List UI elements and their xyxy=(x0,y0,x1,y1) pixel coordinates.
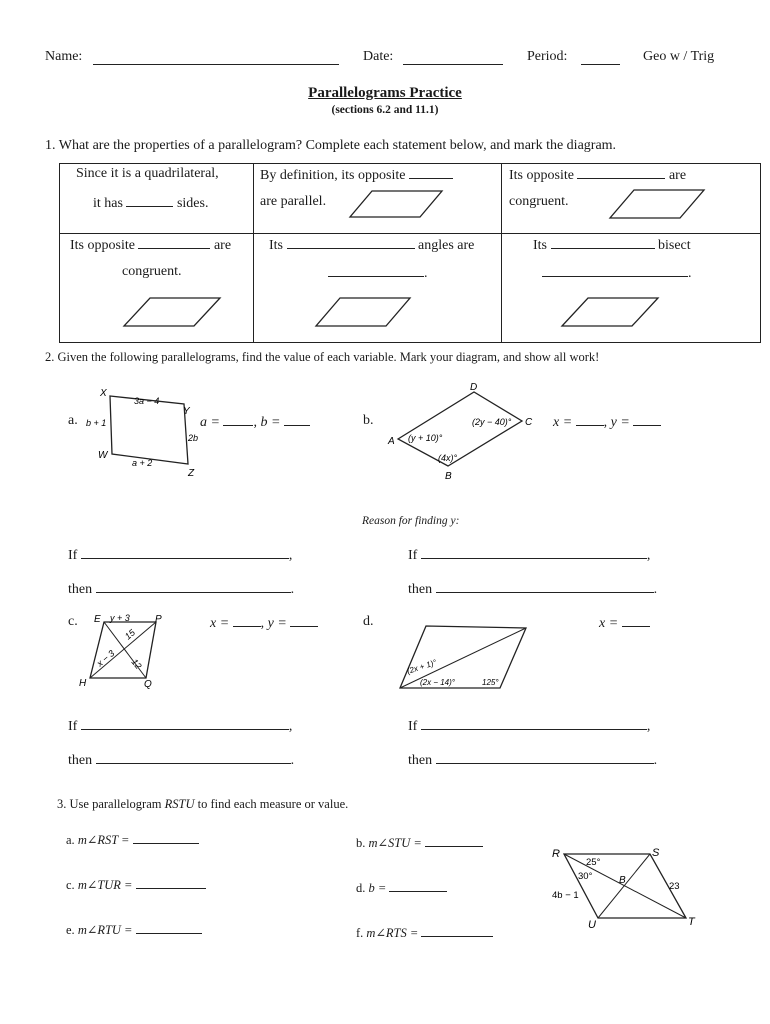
prop4-blank[interactable] xyxy=(138,236,210,249)
fig-c-diag2: x − 3 xyxy=(94,648,117,669)
then-c-period: . xyxy=(290,753,295,768)
if-b-blank[interactable] xyxy=(421,546,647,559)
page-subtitle: (sections 6.2 and 11.1) xyxy=(331,104,439,116)
q3d-expr: b = xyxy=(368,881,387,895)
fig-a-W: W xyxy=(98,450,108,461)
q3-prompt: 3. Use parallelogram xyxy=(57,797,162,811)
q2c-figure[interactable] xyxy=(76,610,168,690)
q2a-figure[interactable] xyxy=(82,382,212,482)
q2c-y-label: y = xyxy=(267,616,287,631)
prop-cell-5 xyxy=(254,234,502,343)
q2d-x-blank[interactable] xyxy=(622,614,650,627)
q2b-y-blank[interactable] xyxy=(633,413,661,426)
q2a-a-blank[interactable] xyxy=(223,413,253,426)
q2-prompt: 2. Given the following parallelograms, find the value of each variable. Mark your diagram, and show all work! xyxy=(45,350,600,364)
fig-d-a2: (2x − 14)° xyxy=(420,678,455,687)
then-b-label: then xyxy=(408,582,433,597)
fig-a-left: b + 1 xyxy=(86,418,107,428)
fig-a-Z: Z xyxy=(188,468,195,479)
fig-q3-U: U xyxy=(588,919,596,931)
fig-q3-angle-25: 25° xyxy=(586,857,601,868)
q3d-blank[interactable] xyxy=(389,879,447,892)
q2b-x-blank[interactable] xyxy=(576,413,604,426)
prop5-text: angles are xyxy=(418,238,475,253)
then-a-blank[interactable] xyxy=(96,580,291,593)
then-a-period: . xyxy=(290,582,295,597)
if-a-blank[interactable] xyxy=(81,546,289,559)
q3c-blank[interactable] xyxy=(136,876,206,889)
prop1-blank[interactable] xyxy=(126,194,173,207)
prop6-period: . xyxy=(688,266,692,281)
if-b-label: If xyxy=(408,548,418,563)
q3a-blank[interactable] xyxy=(133,831,199,844)
prop6-blank1[interactable] xyxy=(551,236,655,249)
fig-b-A: A xyxy=(388,436,395,447)
q3f-label: f. xyxy=(356,926,364,940)
q3a-expr: m∠RST = xyxy=(77,833,130,847)
if-c-label: If xyxy=(68,719,78,734)
fig-c-P: P xyxy=(155,614,162,625)
prop1-it-has: it has xyxy=(93,196,123,211)
q3-figure[interactable] xyxy=(548,840,708,932)
q3e-blank[interactable] xyxy=(136,921,202,934)
prop2-text2: are parallel. xyxy=(260,194,327,209)
q2b-y-label: y = xyxy=(610,415,630,430)
q2a-comma: , xyxy=(253,415,257,430)
if-b-comma: , xyxy=(646,548,651,563)
parallelogram-diagram-4[interactable] xyxy=(122,296,222,328)
fig-a-bottom: a + 2 xyxy=(132,458,153,468)
name-label: Name: xyxy=(45,49,83,64)
fig-a-right: 2b xyxy=(188,433,199,443)
fig-b-angle-a: (y + 10)° xyxy=(408,433,443,443)
fig-b-D: D xyxy=(470,382,478,393)
then-d-blank[interactable] xyxy=(436,751,654,764)
prop5-its: Its xyxy=(269,238,283,253)
q2d-figure[interactable] xyxy=(396,622,532,692)
prop3-blank[interactable] xyxy=(577,166,665,179)
q2d-label: d. xyxy=(363,614,374,629)
prop-cell-2 xyxy=(254,164,502,234)
then-a-label: then xyxy=(68,582,93,597)
q2b-label: b. xyxy=(363,413,374,428)
q2c-y-blank[interactable] xyxy=(290,614,318,627)
parallelogram-diagram-5[interactable] xyxy=(314,296,412,328)
fig-a-top: 3a − 4 xyxy=(134,396,160,406)
prop1-sides: sides. xyxy=(176,196,209,211)
if-a-comma: , xyxy=(288,548,293,563)
q3f-expr: m∠RTS = xyxy=(366,926,419,940)
prop1-text: Since it is a quadrilateral, xyxy=(76,166,219,181)
q2c-comma: , xyxy=(260,616,265,631)
prop3-text: Its opposite xyxy=(509,168,574,183)
then-c-label: then xyxy=(68,753,93,768)
fig-q3-B: B xyxy=(619,875,626,886)
fig-d-a3: 125° xyxy=(482,678,499,687)
if-d-comma: , xyxy=(646,719,651,734)
q3e-expr: m∠RTU = xyxy=(77,923,133,937)
q2c-x-label: x = xyxy=(210,616,230,631)
fig-b-angle-c: (2y − 40)° xyxy=(472,417,512,427)
period-label: Period: xyxy=(527,49,568,64)
q2d-x-label: x = xyxy=(599,616,619,631)
if-a-label: If xyxy=(68,548,78,563)
fig-c-E: E xyxy=(94,614,101,625)
prop-cell-1 xyxy=(60,164,254,234)
q3b-label: b. xyxy=(356,836,366,850)
q2a-label: a. xyxy=(68,413,78,428)
prop6-text: bisect xyxy=(658,238,691,253)
name-field[interactable] xyxy=(93,52,339,65)
q3-prompt-end: to find each measure or value. xyxy=(197,797,349,811)
fig-d-a1: (2x + 1)° xyxy=(405,657,438,676)
q3b-blank[interactable] xyxy=(425,834,483,847)
fig-c-diag1: 15 xyxy=(122,627,137,642)
prop2-blank[interactable] xyxy=(409,166,453,179)
date-label: Date: xyxy=(363,49,394,64)
prop3-are: are xyxy=(668,168,687,183)
q3f-blank[interactable] xyxy=(421,924,493,937)
fig-q3-side-2: 23 xyxy=(669,881,680,892)
q3c-expr: m∠TUR = xyxy=(77,878,133,892)
fig-c-Q: Q xyxy=(144,679,152,690)
q1-prompt: 1. What are the properties of a parallelogram? Complete each statement below, and mark the diagram. xyxy=(45,138,617,153)
q3c-label: c. xyxy=(66,878,75,892)
prop5-period: . xyxy=(424,266,428,281)
q3e-label: e. xyxy=(66,923,75,937)
if-d-blank[interactable] xyxy=(421,717,647,730)
fig-q3-R: R xyxy=(552,848,560,860)
prop4-text: Its opposite xyxy=(70,238,135,253)
then-b-blank[interactable] xyxy=(436,580,654,593)
prop3-text2: congruent. xyxy=(509,194,569,209)
q2c-x-blank[interactable] xyxy=(233,614,261,627)
prop6-blank2[interactable] xyxy=(542,264,688,277)
period-field[interactable] xyxy=(581,52,620,65)
q2a-a-label: a = xyxy=(200,415,220,430)
fig-a-Y: Y xyxy=(183,406,190,417)
q2b-comma: , xyxy=(603,415,608,430)
properties-table xyxy=(59,163,761,343)
q2c-label: c. xyxy=(68,614,78,629)
if-c-blank[interactable] xyxy=(81,717,289,730)
then-d-label: then xyxy=(408,753,433,768)
if-c-comma: , xyxy=(288,719,293,734)
q3d-label: d. xyxy=(356,881,366,895)
prop6-its: Its xyxy=(533,238,547,253)
prop4-text2: congruent. xyxy=(122,264,182,279)
fig-b-B: B xyxy=(445,471,452,482)
prop5-blank2[interactable] xyxy=(328,264,424,277)
q2a-b-blank[interactable] xyxy=(284,413,310,426)
q3a-label: a. xyxy=(66,833,75,847)
q2b-figure[interactable] xyxy=(386,378,546,486)
q2a-b-label: b = xyxy=(260,415,281,430)
fig-b-angle-b: (4x)° xyxy=(438,453,458,463)
fig-q3-side-1: 4b − 1 xyxy=(552,890,579,901)
parallelogram-diagram-3[interactable] xyxy=(608,188,706,220)
fig-q3-angle-30: 30° xyxy=(578,871,593,882)
fig-q3-T: T xyxy=(688,916,695,928)
parallelogram-diagram-6[interactable] xyxy=(560,296,660,328)
reason-label: Reason for finding y: xyxy=(362,515,460,527)
then-c-blank[interactable] xyxy=(96,751,291,764)
prop-cell-4 xyxy=(60,234,254,343)
prop2-text: By definition, its opposite xyxy=(260,168,406,183)
fig-c-top: y + 3 xyxy=(110,613,130,623)
course-label: Geo w / Trig xyxy=(643,49,715,64)
then-b-period: . xyxy=(653,582,658,597)
fig-c-right: 12 xyxy=(129,656,144,671)
if-d-label: If xyxy=(408,719,418,734)
prop4-are: are xyxy=(213,238,232,253)
fig-a-X: X xyxy=(100,388,107,399)
q3b-expr: m∠STU = xyxy=(368,836,422,850)
date-field[interactable] xyxy=(403,52,503,65)
page-title: Parallelograms Practice xyxy=(308,85,462,101)
fig-c-H: H xyxy=(79,678,87,689)
fig-b-C: C xyxy=(525,417,533,428)
prop-cell-6 xyxy=(502,234,761,343)
fig-q3-S: S xyxy=(652,847,660,859)
q2b-x-label: x = xyxy=(553,415,573,430)
then-d-period: . xyxy=(653,753,658,768)
prop-cell-3 xyxy=(502,164,761,234)
q3-prompt-name: RSTU xyxy=(164,797,195,811)
prop5-blank1[interactable] xyxy=(287,236,415,249)
parallelogram-diagram-2[interactable] xyxy=(348,189,444,219)
